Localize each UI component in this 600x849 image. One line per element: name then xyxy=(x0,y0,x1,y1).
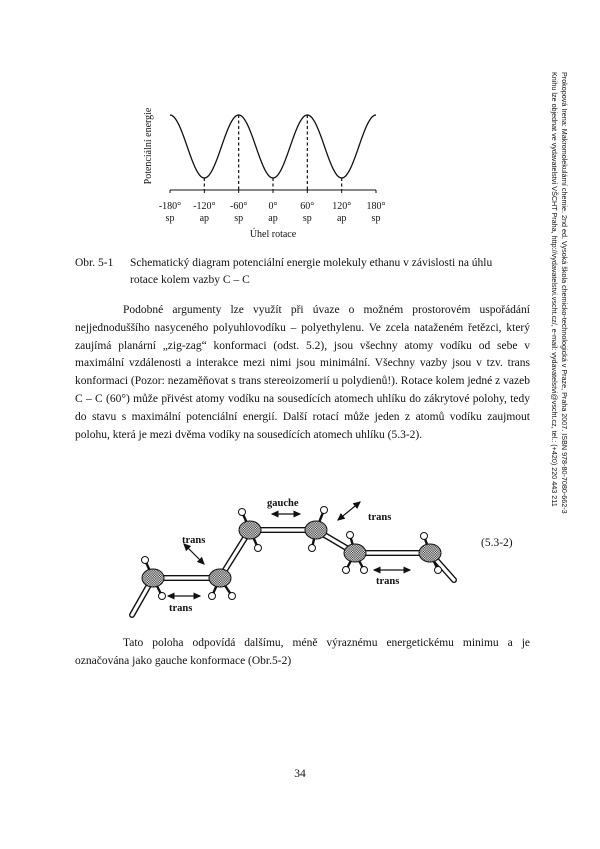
y-axis-label-group xyxy=(143,107,154,184)
polyethylene-gauche-figure xyxy=(112,480,472,620)
caption-label: Obr. 5-1 xyxy=(75,257,114,269)
trans-label-right: trans xyxy=(376,576,400,587)
angle-tick-labels xyxy=(159,201,386,212)
angle-tick-label: -120° xyxy=(193,201,216,212)
page-number: 34 xyxy=(294,768,306,780)
side-note-line2: Knihu lze objednat ve vydavatelství VŠCHT Praha, http://vydavatelstvi.vscht.cz/, e-mail: vydavatelstvi@vscht.cz, tel.: (+420) 220 443 211 xyxy=(550,72,559,507)
trans-label-top-right: trans xyxy=(368,512,392,523)
dashed-marks xyxy=(204,115,341,190)
conformation-tick-label: sp xyxy=(234,213,244,224)
x-axis-label: Úhel rotace xyxy=(249,229,297,240)
trans-label-left: trans xyxy=(182,535,206,546)
side-note-line1: Prokopová Irena: Makromolekulární chemie. 2nd ed. Vysoká škola chemicko-technologická v Praze, Praha 2007. ISBN 978-80-7080-662-3 xyxy=(560,72,569,514)
paragraph-2-text: Tato poloha odpovídá dalšímu, méně výraznému energetickému minimu a je označována jako gauche konformace (Obr.5-2) xyxy=(75,637,530,667)
conformation-tick-label: ap xyxy=(268,213,278,224)
angle-tick-label: -60° xyxy=(230,201,248,212)
equation-number: (5.3-2) xyxy=(481,537,513,549)
paragraph-polyethylene xyxy=(75,302,530,444)
caption-line1: Schematický diagram potenciální energie molekuly ethanu v závislosti na úhlu xyxy=(130,257,493,269)
energy-diagram xyxy=(140,98,400,248)
paragraph-gauche xyxy=(75,635,530,671)
conformation-tick-label: sp xyxy=(302,213,312,224)
conformation-tick-label: ap xyxy=(199,213,210,224)
conformation-tick-label: ap xyxy=(336,213,347,224)
figure-caption xyxy=(75,255,530,289)
conformation-tick-label: sp xyxy=(371,213,381,224)
paragraph-1-text: Podobné argumenty lze využít při úvaze o možném prostorovém uspořádání nejjednoduššího nasyceného polyuhlovodíku – polyethylenu. Ve zcela nataženém řetězci, který zaujímá planární „zig-zag“ konformaci (odst. 5.2), jsou všechny atomy vodíku od sebe v maximální vzdálenosti a interakce mezi nimi jsou minimální. Všechny vazby jsou v tzv. trans konformaci (Pozor: nezaměňovat s trans stereoizomerií u polydienů!). Rotace kolem jedné z vazeb C – C (60°) může přivést atomy vodíku na sousedících atomech uhlíku do zákrytové polohy, tedy do stavu s maximální potenciální energií. Další rotací může jeden z atomů vodíku zaujmout polohu, která je mezi dvěma vodíky na sousedících atomech uhlíku (5.3-2). xyxy=(75,304,530,441)
angle-tick-label: 180° xyxy=(366,201,386,212)
side-note xyxy=(549,72,569,514)
angle-tick-label: -180° xyxy=(158,201,182,212)
angle-tick-label: 0° xyxy=(268,201,278,212)
angle-tick-label: 120° xyxy=(332,201,352,212)
gauche-label: gauche xyxy=(267,498,299,509)
conformation-tick-labels xyxy=(166,213,381,224)
energy-curve xyxy=(170,115,376,178)
trans-label-bottom: trans xyxy=(169,603,193,614)
y-axis-label: Potenciální energie xyxy=(143,107,154,185)
angle-tick-label: 60° xyxy=(300,201,315,212)
conformation-tick-label: sp xyxy=(165,213,175,224)
caption-line2: rotace kolem vazby C – C xyxy=(130,274,250,286)
